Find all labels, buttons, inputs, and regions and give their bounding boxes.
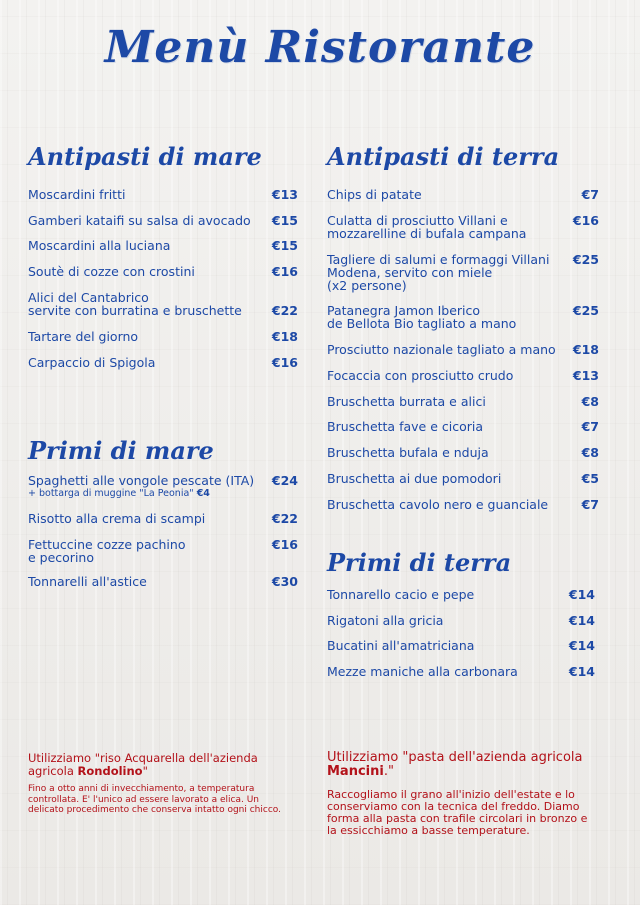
item-price: €18 [572,342,599,357]
item-name: Focaccia con prosciutto crudo [327,368,514,383]
menu-item [327,588,599,601]
item-name: Mezze maniche alla carbonara [327,664,518,679]
rice-note-lead [28,752,283,778]
section-title-antipasti-terra: Antipasti di terra [327,142,560,171]
left-column [28,0,298,905]
item-addon [28,488,264,499]
item-name: Tagliere di salumi e formaggi Villani Modena, servito con miele (x2 persone) [327,252,550,293]
item-name: Tonnarelli all'astice [28,574,147,589]
pasta-note-brand: Mancini [327,764,384,779]
menu-item [327,665,599,678]
menu-item [327,369,599,382]
item-name: Bruschetta ai due pomodori [327,471,502,486]
item-price: €25 [572,252,599,267]
item-name: Risotto alla crema di scampi [28,511,206,526]
item-price: €15 [271,213,298,228]
item-price: €8 [581,445,599,460]
rice-note-body: Fino a otto anni di invecchiamento, a temperatura controllata. E' l'unico ad essere lavorato a elica. Un delicato procedimento che conserva intatto ogni chicco. [28,784,281,815]
item-name-text: Spaghetti alle vongole pescate (ITA) [28,473,255,488]
item-name: Fettuccine cozze pachino e pecorino [28,537,186,565]
menu-item [28,330,298,343]
item-name: Chips di patate [327,187,422,202]
menu-item [28,575,298,588]
item-name: Soutè di cozze con crostini [28,264,195,279]
pasta-note-body: Raccogliamo il grano all'inizio dell'estate e lo conserviamo con la tecnica del freddo. Diamo forma alla pasta con trafile circolari in bronzo e la essicchiamo a basse temperature. [327,788,588,837]
menu-item [28,265,298,278]
item-price: €13 [572,368,599,383]
menu-item [28,512,298,525]
menu-item [28,188,298,201]
menu-item [28,214,298,227]
item-price: €14 [568,664,595,679]
item-name: Culatta di prosciutto Villani e mozzarelline di bufala campana [327,213,527,241]
item-name: Alici del Cantabrico servite con burratina e bruschette [28,290,242,318]
menu-item [327,214,599,240]
item-name [28,474,272,499]
item-name: Carpaccio di Spigola [28,355,156,370]
item-price: €30 [271,574,298,589]
item-price: €7 [581,419,599,434]
item-name: Tonnarello cacio e pepe [327,587,475,602]
addon-text: + bottarga di muggine "La Peonia" [28,488,194,499]
menu-item [28,291,298,317]
item-name: Bruschetta burrata e alici [327,394,486,409]
rice-note [28,752,283,816]
item-price: €14 [568,638,595,653]
item-name: Patanegra Jamon Iberico de Bellota Bio tagliato a mano [327,303,517,331]
menu-item [28,356,298,369]
menu-item [327,343,599,356]
menu-item [327,639,599,652]
item-name: Tartare del giorno [28,329,139,344]
item-price: €24 [271,473,298,488]
item-price: €15 [271,238,298,253]
menu-item [327,395,599,408]
item-name: Bruschetta cavolo nero e guanciale [327,497,549,512]
menu-item [327,420,599,433]
rice-note-lead-end: " [142,764,148,778]
pasta-note-lead-text: Utilizziamo "pasta dell'azienda agricola [327,750,583,765]
menu-item [327,253,599,292]
menu-item [28,239,298,252]
item-name: Prosciutto nazionale tagliato a mano [327,342,556,357]
item-price: €7 [581,497,599,512]
item-price: €14 [568,587,595,602]
menu-item [327,498,599,511]
item-price: €5 [581,471,599,486]
item-price: €14 [568,613,595,628]
rice-note-lead-text: Utilizziamo "riso Acquarella dell'azienda agricola [28,751,258,778]
menu-item [28,474,298,499]
menu-item [327,446,599,459]
item-name: Bruschetta fave e cicoria [327,419,483,434]
section-title-primi-terra: Primi di terra [327,548,512,577]
item-price: €25 [572,303,599,318]
menu-item [327,614,599,627]
right-column [327,0,599,905]
item-price: €16 [572,213,599,228]
menu-item [327,304,599,330]
menu-item [327,188,599,201]
item-price: €7 [581,187,599,202]
item-price: €18 [271,329,298,344]
rice-note-brand: Rondolino [77,764,143,778]
item-name: Gamberi kataifi su salsa di avocado [28,213,251,228]
menu-item [327,472,599,485]
section-title-antipasti-mare: Antipasti di mare [28,142,262,171]
item-name: Bucatini all'amatriciana [327,638,475,653]
menu-title: Menù Ristorante [104,22,536,73]
item-price: €8 [581,394,599,409]
section-title-primi-mare: Primi di mare [28,436,214,465]
item-price: €13 [271,187,298,202]
menu-item [28,538,298,564]
item-price: €16 [271,355,298,370]
pasta-note [327,751,599,837]
item-price: €16 [271,537,298,552]
pasta-note-lead-end: ." [383,764,394,779]
item-price: €22 [271,303,298,318]
item-name: Rigatoni alla gricia [327,613,444,628]
pasta-note-lead [327,751,599,779]
item-name: Bruschetta bufala e nduja [327,445,489,460]
item-price: €22 [271,511,298,526]
addon-price: €4 [196,488,210,499]
item-name: Moscardini alla luciana [28,238,171,253]
item-name: Moscardini fritti [28,187,126,202]
item-price: €16 [271,264,298,279]
